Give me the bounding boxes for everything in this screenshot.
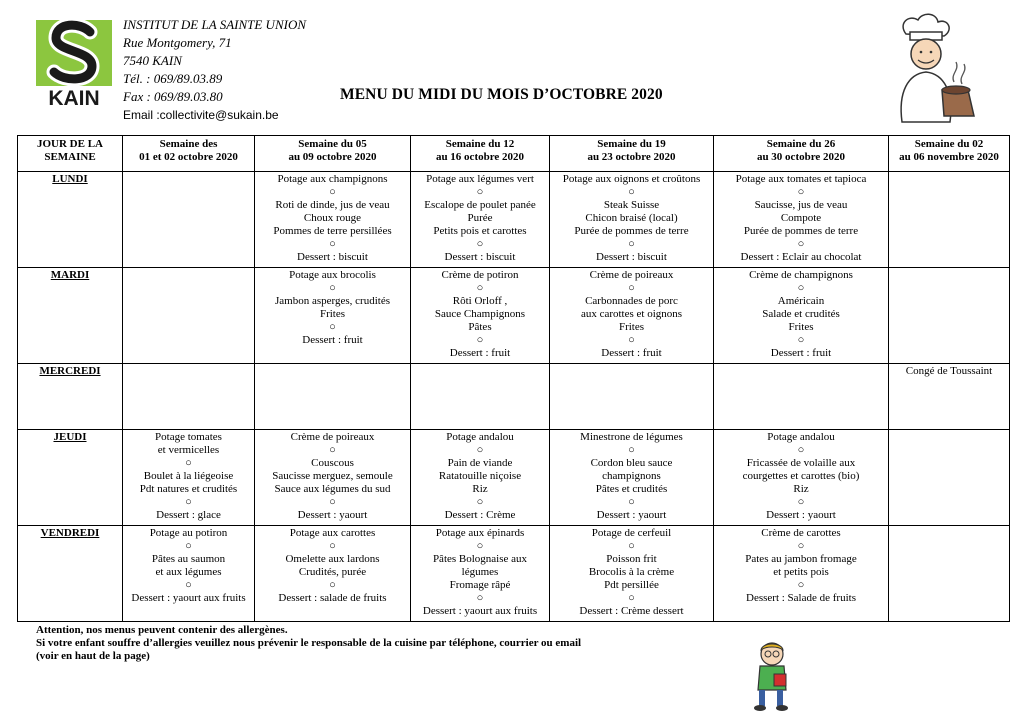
separator-circle: ○ <box>628 592 635 604</box>
separator-circle: ○ <box>476 186 484 198</box>
menu-line: Potage aux champignons <box>277 173 388 185</box>
menu-line: Dessert : fruit <box>449 347 511 359</box>
menu-line: Pâtes Bolognaise aux <box>432 553 528 565</box>
column-header: Semaine du 12 au 16 octobre 2020 <box>411 136 550 172</box>
menu-line: Escalope de poulet panée <box>424 199 536 211</box>
menu-cell <box>550 364 714 430</box>
column-header: Semaine du 02 au 06 novembre 2020 <box>889 136 1010 172</box>
page-title: MENU DU MIDI DU MOIS D’OCTOBRE 2020 <box>340 86 663 103</box>
separator-circle: ○ <box>329 496 336 508</box>
menu-cell <box>255 172 411 268</box>
separator-circle: ○ <box>329 579 336 591</box>
menu-line: Saucisse, jus de veau <box>754 199 848 211</box>
menu-line: Potage andalou <box>767 431 835 443</box>
menu-line: Choux rouge <box>303 212 362 224</box>
menu-line: Minestrone de légumes <box>580 431 683 443</box>
menu-cell <box>123 526 255 622</box>
menu-cell <box>411 172 550 268</box>
separator-circle: ○ <box>476 540 484 552</box>
menu-line: Potage au potiron <box>149 527 228 539</box>
menu-cell <box>255 364 411 430</box>
separator-circle: ○ <box>476 334 484 346</box>
menu-line: Crème de poireaux <box>589 269 674 281</box>
day-label: MARDI <box>18 268 123 364</box>
menu-line: Dessert : biscuit <box>596 251 667 263</box>
header-row <box>18 136 1010 172</box>
menu-line: Purée de pommes de terre <box>574 225 689 237</box>
menu-cell <box>411 268 550 364</box>
separator-circle: ○ <box>628 444 635 456</box>
menu-cell <box>714 430 889 526</box>
separator-circle: ○ <box>476 444 484 456</box>
menu-line: Congé de Toussaint <box>905 365 993 377</box>
address-line: INSTITUT DE LA SAINTE UNION <box>123 17 306 32</box>
menu-table <box>17 135 1010 622</box>
separator-circle: ○ <box>797 186 805 198</box>
menu-line: Dessert : yaourt <box>766 509 836 521</box>
menu-line: Pdt natures et crudités <box>139 483 238 495</box>
menu-line: Dessert : Eclair au chocolat <box>740 251 862 263</box>
separator-circle: ○ <box>797 238 805 250</box>
separator-circle: ○ <box>329 282 336 294</box>
menu-line: Frites <box>319 308 346 320</box>
menu-line: Brocolis à la crème <box>588 566 675 578</box>
menu-line: Dessert : yaourt aux fruits <box>131 592 246 604</box>
menu-line: Potage aux épinards <box>435 527 525 539</box>
menu-cell <box>550 268 714 364</box>
separator-circle: ○ <box>329 540 336 552</box>
menu-line: Dessert : fruit <box>770 347 832 359</box>
address-line: Fax : 069/89.03.80 <box>123 89 223 104</box>
separator-circle: ○ <box>797 496 805 508</box>
note-line: (voir en haut de la page) <box>36 650 150 662</box>
menu-line: Petits pois et carottes <box>433 225 527 237</box>
menu-line: Dessert : yaourt <box>596 509 667 521</box>
menu-line: Dessert : Salade de fruits <box>746 592 856 604</box>
note-line: Attention, nos menus peuvent contenir des allergènes. <box>36 624 288 636</box>
menu-line: Potage aux brocolis <box>289 269 376 281</box>
menu-line: Potage andalou <box>446 431 514 443</box>
separator-circle: ○ <box>797 282 805 294</box>
menu-line: Crudités, purée <box>298 566 367 578</box>
chef-illustration <box>884 12 984 124</box>
menu-line: Potage aux légumes vert <box>426 173 534 185</box>
menu-line: Sauce Champignons <box>434 308 526 320</box>
menu-line: Jambon asperges, crudités <box>275 295 390 307</box>
menu-line: Pain de viande <box>447 457 513 469</box>
table-row <box>18 526 1010 622</box>
menu-line: Sauce aux légumes du sud <box>274 483 391 495</box>
separator-circle: ○ <box>329 321 336 333</box>
menu-line: Saucisse merguez, semoule <box>272 470 393 482</box>
menu-line: Pâtes <box>468 321 492 333</box>
day-label: JEUDI <box>18 430 123 526</box>
menu-cell <box>714 172 889 268</box>
contact-email[interactable]: Email :collectivite@sukain.be <box>123 108 279 122</box>
menu-cell <box>550 172 714 268</box>
menu-cell <box>714 268 889 364</box>
separator-circle: ○ <box>329 238 336 250</box>
logo-text: KAIN <box>48 87 100 108</box>
menu-line: Purée de pommes de terre <box>743 225 859 237</box>
menu-line: Purée <box>467 212 493 224</box>
menu-cell <box>123 364 255 430</box>
menu-line: Dessert : salade de fruits <box>278 592 387 604</box>
menu-cell <box>550 430 714 526</box>
column-header: Semaine du 26 au 30 octobre 2020 <box>714 136 889 172</box>
menu-line: Couscous <box>311 457 354 469</box>
column-header: Semaine des 01 et 02 octobre 2020 <box>123 136 255 172</box>
menu-cell <box>123 430 255 526</box>
menu-cell <box>889 364 1010 430</box>
day-label: VENDREDI <box>18 526 123 622</box>
menu-cell <box>411 526 550 622</box>
menu-line: Crème de potiron <box>441 269 519 281</box>
menu-cell <box>889 526 1010 622</box>
school-address <box>123 16 306 106</box>
menu-line: Crème de carottes <box>761 527 841 539</box>
menu-line: Salade et crudités <box>762 308 840 320</box>
menu-line: Frites <box>788 321 814 333</box>
menu-line: et petits pois <box>773 566 829 578</box>
table-row <box>18 268 1010 364</box>
menu-cell <box>889 268 1010 364</box>
separator-circle: ○ <box>628 186 635 198</box>
menu-line: Dessert : yaourt <box>297 509 368 521</box>
menu-line: Roti de dinde, jus de veau <box>275 199 390 211</box>
menu-line: et aux légumes <box>155 566 222 578</box>
menu-line: Dessert : glace <box>156 509 221 521</box>
address-line: Tél. : 069/89.03.89 <box>123 71 223 86</box>
separator-circle: ○ <box>329 444 336 456</box>
menu-cell <box>714 364 889 430</box>
address-line: Rue Montgomery, 71 <box>123 35 232 50</box>
menu-line: Riz <box>793 483 809 495</box>
menu-line: Dessert : biscuit <box>444 251 516 263</box>
menu-line: Boulet à la liégeoise <box>143 470 234 482</box>
menu-line: Pâtes au saumon <box>151 553 226 565</box>
menu-line: Crème de poireaux <box>290 431 375 443</box>
allergen-notes <box>36 624 581 663</box>
student-illustration <box>748 640 798 712</box>
menu-cell <box>255 430 411 526</box>
menu-line: Pommes de terre persillées <box>273 225 392 237</box>
menu-cell <box>714 526 889 622</box>
menu-line: courgettes et carottes (bio) <box>742 470 860 482</box>
day-label: MERCREDI <box>18 364 123 430</box>
separator-circle: ○ <box>628 496 635 508</box>
menu-line: champignons <box>602 470 661 482</box>
menu-line: Dessert : yaourt aux fruits <box>422 605 538 617</box>
menu-line: Potage de cerfeuil <box>591 527 672 539</box>
separator-circle: ○ <box>185 457 192 469</box>
menu-line: Pâtes et crudités <box>595 483 668 495</box>
menu-line: Carbonnades de porc <box>585 295 678 307</box>
menu-line: Pates au jambon fromage <box>745 553 857 565</box>
separator-circle: ○ <box>628 334 635 346</box>
menu-cell <box>889 430 1010 526</box>
menu-cell <box>411 430 550 526</box>
table-row <box>18 172 1010 268</box>
menu-line: Crème de champignons <box>749 269 853 281</box>
column-header: Semaine du 19 au 23 octobre 2020 <box>550 136 714 172</box>
menu-line: Dessert : fruit <box>302 334 363 346</box>
separator-circle: ○ <box>797 540 805 552</box>
menu-line: Potage tomates <box>155 431 222 443</box>
separator-circle: ○ <box>185 496 192 508</box>
menu-line: Poisson frit <box>606 553 657 565</box>
table-row <box>18 430 1010 526</box>
separator-circle: ○ <box>797 444 805 456</box>
separator-circle: ○ <box>476 592 484 604</box>
separator-circle: ○ <box>329 186 336 198</box>
address-line: 7540 KAIN <box>123 53 182 68</box>
menu-line: Dessert : Crème <box>444 509 516 521</box>
menu-line: Fricassée de volaille aux <box>746 457 856 469</box>
day-label: LUNDI <box>18 172 123 268</box>
menu-line: et vermicelles <box>157 444 220 456</box>
menu-cell <box>123 172 255 268</box>
separator-circle: ○ <box>628 540 635 552</box>
menu-line: Dessert : fruit <box>601 347 662 359</box>
menu-cell <box>889 172 1010 268</box>
menu-line: Ratatouille niçoise <box>438 470 522 482</box>
separator-circle: ○ <box>476 282 484 294</box>
menu-line: Américain <box>777 295 825 307</box>
column-header: JOUR DE LA SEMAINE <box>18 136 123 172</box>
separator-circle: ○ <box>476 496 484 508</box>
menu-cell <box>123 268 255 364</box>
menu-cell <box>550 526 714 622</box>
table-row <box>18 364 1010 430</box>
menu-line: Dessert : Crème dessert <box>579 605 684 617</box>
separator-circle: ○ <box>628 282 635 294</box>
menu-line: Pdt persillée <box>604 579 659 591</box>
column-header: Semaine du 05 au 09 octobre 2020 <box>255 136 411 172</box>
menu-cell <box>255 526 411 622</box>
separator-circle: ○ <box>476 238 484 250</box>
menu-cell <box>411 364 550 430</box>
menu-line: Rôti Orloff , <box>452 295 508 307</box>
note-line: Si votre enfant souffre d’allergies veuillez nous prévenir le responsable de la cuisine par téléphone, courrier ou email <box>36 637 582 649</box>
menu-line: Fromage râpé <box>449 579 511 591</box>
menu-line: Potage aux oignons et croûtons <box>562 173 701 185</box>
separator-circle: ○ <box>185 579 192 591</box>
school-logo <box>36 20 112 108</box>
menu-line: Riz <box>472 483 488 495</box>
menu-line: Cordon bleu sauce <box>590 457 673 469</box>
menu-line: Potage aux carottes <box>289 527 376 539</box>
menu-line: légumes <box>461 566 499 578</box>
menu-line: Omelette aux lardons <box>285 553 380 565</box>
separator-circle: ○ <box>797 334 805 346</box>
menu-cell <box>255 268 411 364</box>
menu-line: Compote <box>780 212 822 224</box>
menu-line: Potage aux tomates et tapioca <box>735 173 867 185</box>
menu-line: aux carottes et oignons <box>580 308 683 320</box>
separator-circle: ○ <box>797 579 805 591</box>
separator-circle: ○ <box>185 540 192 552</box>
menu-line: Dessert : biscuit <box>297 251 368 263</box>
menu-line: Steak Suisse <box>603 199 660 211</box>
menu-line: Chicon braisé (local) <box>585 212 678 224</box>
menu-line: Frites <box>618 321 645 333</box>
separator-circle: ○ <box>628 238 635 250</box>
